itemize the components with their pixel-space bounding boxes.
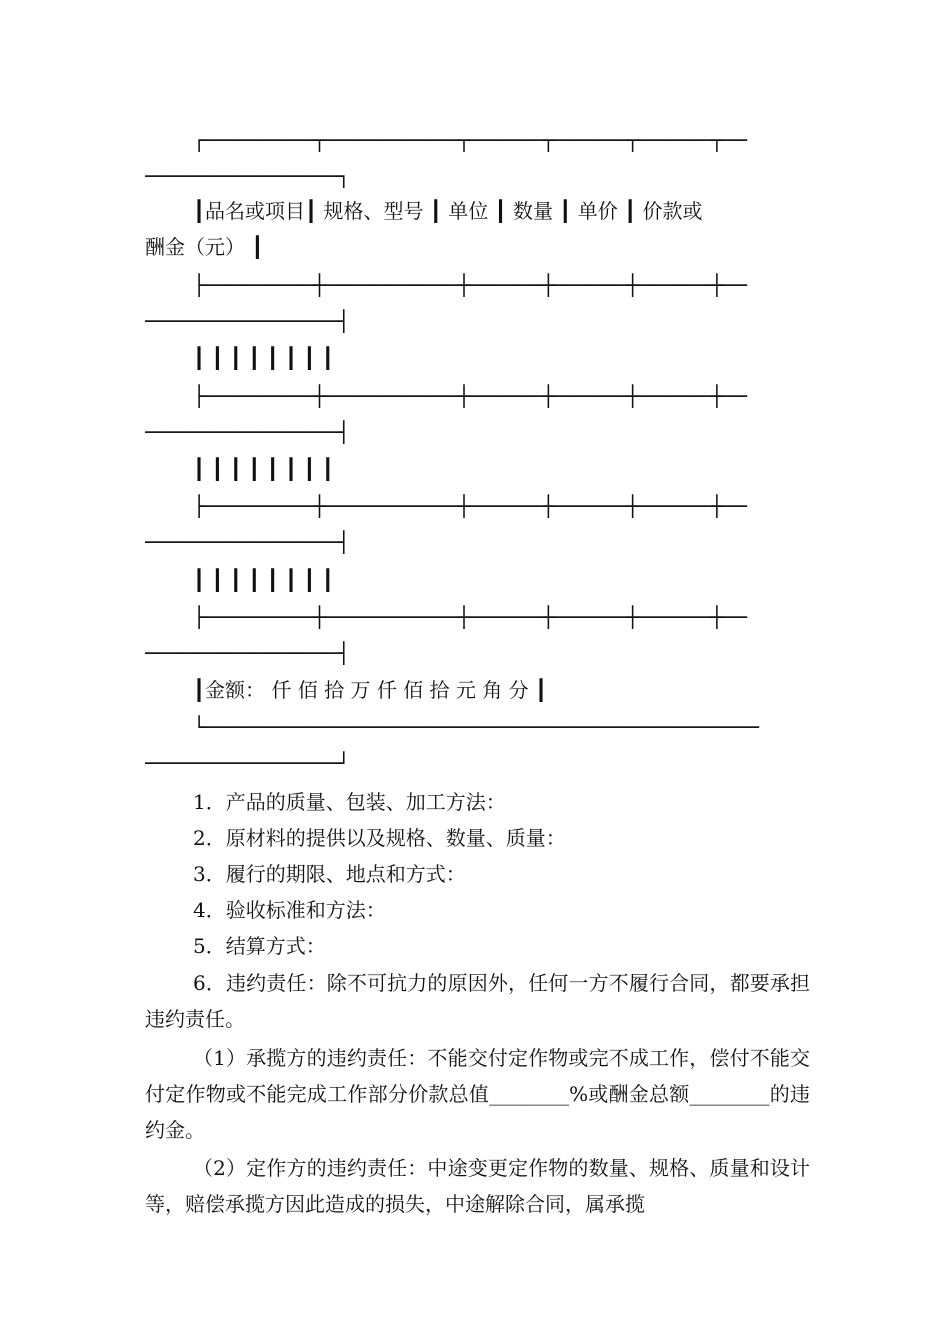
table-separator: ├─────────┼───────────┼──────┼──────┼──────┼──: [193, 273, 747, 297]
table-bottom-border-wrap: ────────────────┘: [145, 751, 350, 775]
table-total-row: ┃金额： 仟 佰 拾 万 仟 佰 拾 元 角 分 ┃: [193, 678, 548, 702]
table-separator-wrap: ────────────────┤: [145, 309, 350, 333]
table-separator: ├─────────┼───────────┼──────┼──────┼──────┼──: [193, 494, 747, 518]
table-header-row: ┃品名或项目┃ 规格、型号 ┃ 单位 ┃ 数量 ┃ 单价 ┃ 价款或: [193, 199, 703, 223]
table-bottom-border: └──────────────────────────────────────────────: [193, 715, 759, 739]
clause-item-1: 1．产品的质量、包装、加工方法：: [193, 790, 506, 814]
table-separator-wrap: ────────────────┤: [145, 530, 350, 554]
table-separator: ├─────────┼───────────┼──────┼──────┼──────┼──: [193, 384, 747, 408]
clause-item-4: 4．验收标准和方法：: [193, 898, 386, 922]
table-separator-wrap: ────────────────┤: [145, 641, 350, 665]
clause-item-2: 2．原材料的提供以及规格、数量、质量：: [193, 826, 566, 850]
table-empty-row: ┃ ┃ ┃ ┃ ┃ ┃ ┃ ┃: [193, 568, 334, 592]
table-separator: ├─────────┼───────────┼──────┼──────┼──────┼──: [193, 605, 747, 629]
table-top-border-wrap: ────────────────┐: [145, 164, 350, 188]
clause-item-5: 5．结算方式：: [193, 934, 326, 958]
clause-liability: 6．违约责任：除不可抗力的原因外，任何一方不履行合同，都要承担违约责任。: [145, 971, 810, 1031]
table-separator-wrap: ────────────────┤: [145, 420, 350, 444]
table-empty-row: ┃ ┃ ┃ ┃ ┃ ┃ ┃ ┃: [193, 346, 334, 370]
clause-client-liability: （2）定作方的违约责任：中途变更定作物的数量、规格、质量和设计等，赔偿承揽方因此造成的损失，中途解除合同，属承揽: [145, 1156, 810, 1216]
table-empty-row: ┃ ┃ ┃ ┃ ┃ ┃ ┃ ┃: [193, 457, 334, 481]
clause-contractor-liability: （1）承揽方的违约责任：不能交付定作物或完不成工作，偿付不能交付定作物或不能完成工作部分价款总值________%或酬金总额________的违约金。: [145, 1046, 810, 1142]
table-top-border: ┌─────────┬───────────┬──────┬──────┬──────┬──: [193, 128, 747, 152]
table-header-row-wrap: 酬金（元） ┃: [145, 235, 264, 259]
clause-item-3: 3．履行的期限、地点和方式：: [193, 862, 466, 886]
